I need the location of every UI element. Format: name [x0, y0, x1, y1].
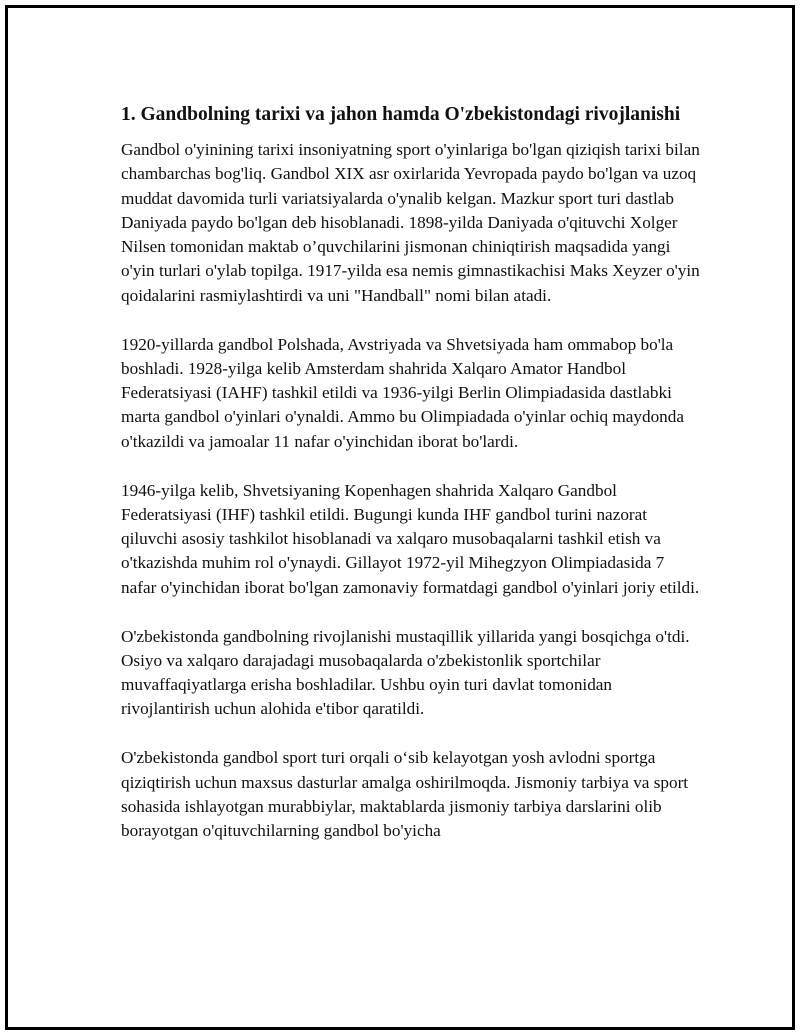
paragraph-ihf: 1946-yilga kelib, Shvetsiyaning Kopenhagen shahrida Xalqaro Gandbol Federatsiyasi (IHF) tashkil etildi. Bugungi kunda IHF gandbol turini nazorat qiluvchi asosiy tashkilot hisoblanadi va xalqaro musobaqalarni tashkil etish va o'tkazishda muhim rol o'ynaydi. Gillayot 1972-yil Mihegzyon Olimpiadasida 7 nafar o'yinchidan iborat bo'lgan zamonaviy formatdagi gandbol o'yinlari joriy etildi.: [121, 480, 700, 597]
paragraph-uzbekistan-development: O'zbekistonda gandbolning rivojlanishi mustaqillik yillarida yangi bosqichga o'tdi. Osiyo va xalqaro darajadagi musobaqalarda o'zbekistonlik sportchilar muvaffaqiyatlarga erisha boshladilar. Ushbu oyin turi davlat tomonidan rivojlantirish uchun alohida e'tibor qaratildi.: [121, 626, 690, 719]
paragraph-youth-programs: O'zbekistonda gandbol sport turi orqali o‘sib kelayotgan yosh avlodni sportga qiziqtirish uchun maxsus dasturlar amalga oshirilmoqda. Jismoniy tarbiya va sport sohasida ishlayotgan murabbiylar, maktablarda jismoniy tarbiya darslarini olib borayotgan o'qituvchilarning gandbol bo'yicha: [121, 748, 689, 841]
page-frame: [5, 5, 795, 1030]
paragraph-history: Gandbol o'yinining tarixi insoniyatning sport o'yinlariga bo'lgan qiziqish tarixi bilan chambarchas bog'liq. Gandbol XIX asr oxirlarida Yevropada paydo bo'lgan va uzoq muddat davomida turli variatsiyalarda o'ynalib kelgan. Mazkur sport turi dastlab Daniyada paydo bo'lgan deb hisoblanadi. 1898-yilda Daniyada o'qituvchi Xolger Nilsen tomonidan maktab o’quvchilarini jismonan chiniqtirish maqsadida yangi o'yin turlari o'ylab topilga. 1917-yilda esa nemis gimnastikachisi Maks Xeyzer o'yin qoidalarini rasmiylashtirdi va uni "Handball" nomi bilan atadi.: [121, 140, 700, 305]
document-body: [121, 101, 701, 868]
paragraph-1920s: 1920-yillarda gandbol Polshada, Avstriyada va Shvetsiyada ham ommabop bo'la boshladi. 1928-yilga kelib Amsterdam shahrida Xalqaro Amator Handbol Federatsiyasi (IAHF) tashkil etildi va 1936-yilgi Berlin Olimpiadasida dastlabki marta gandbol o'yinlari o'ynaldi. Ammo bu Olimpiadada o'yinlar ochiq maydonda o'tkazildi va jamoalar 11 nafar o'yinchidan iborat bo'lardi.: [121, 334, 684, 451]
section-heading: 1. Gandbolning tarixi va jahon hamda O'zbekistondagi rivojlanishi: [121, 104, 681, 125]
